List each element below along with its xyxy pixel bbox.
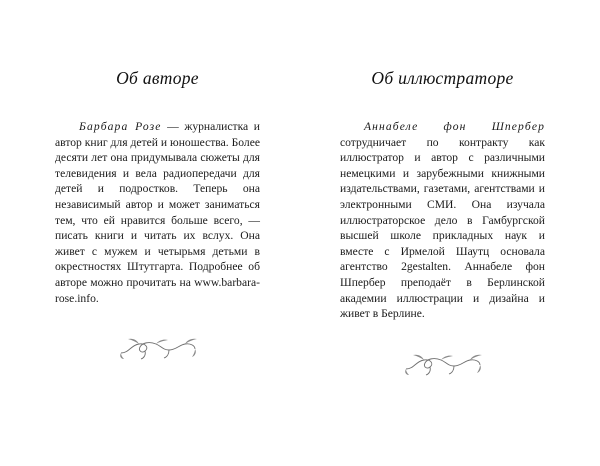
floral-flourish-ornament [340, 344, 545, 384]
author-name: Барбара Розе [79, 120, 162, 133]
page-about-illustrator [300, 52, 600, 466]
about-author-body: — журналистка и автор книг для детей и юношества. Более десяти лет она придумывала сюжеты для телевидения и вела радиопередачи для детей и подростков. Теперь она независимый автор и может заниматься тем, что ей нравится больше всего, — писать книги и читать их вслух. Она живет с мужем и четырьмя детьми в окрестностях Штутгарта. Подробнее об авторе можно прочитать на [55, 120, 261, 289]
page-about-author [0, 52, 300, 466]
about-illustrator-body: сотрудничает по контракту как иллюстратор и автор с различными немецкими и зарубежными книжными издательствами, газетами, агентствами и электронными СМИ. Она изучала иллюстраторское дело в Гамбургской высшей школе прикладных наук и вместе с Ирмелой Шаутц основала агентство 2gestalten. Аннабеле фон Шпербер преподаёт в Берлинской академии иллюстрации и дизайна и живет в Берлине. [340, 135, 545, 321]
illustrator-name: Аннабеле фон Шпербер [364, 120, 545, 133]
page-title-about-illustrator: Об иллюстраторе [371, 68, 514, 88]
floral-flourish-ornament [55, 328, 260, 368]
page-title-about-author: Об авторе [116, 68, 199, 88]
about-illustrator-text [340, 119, 545, 322]
author-website: www.barbara-rose.info. [55, 275, 260, 305]
about-author-text [55, 119, 260, 306]
